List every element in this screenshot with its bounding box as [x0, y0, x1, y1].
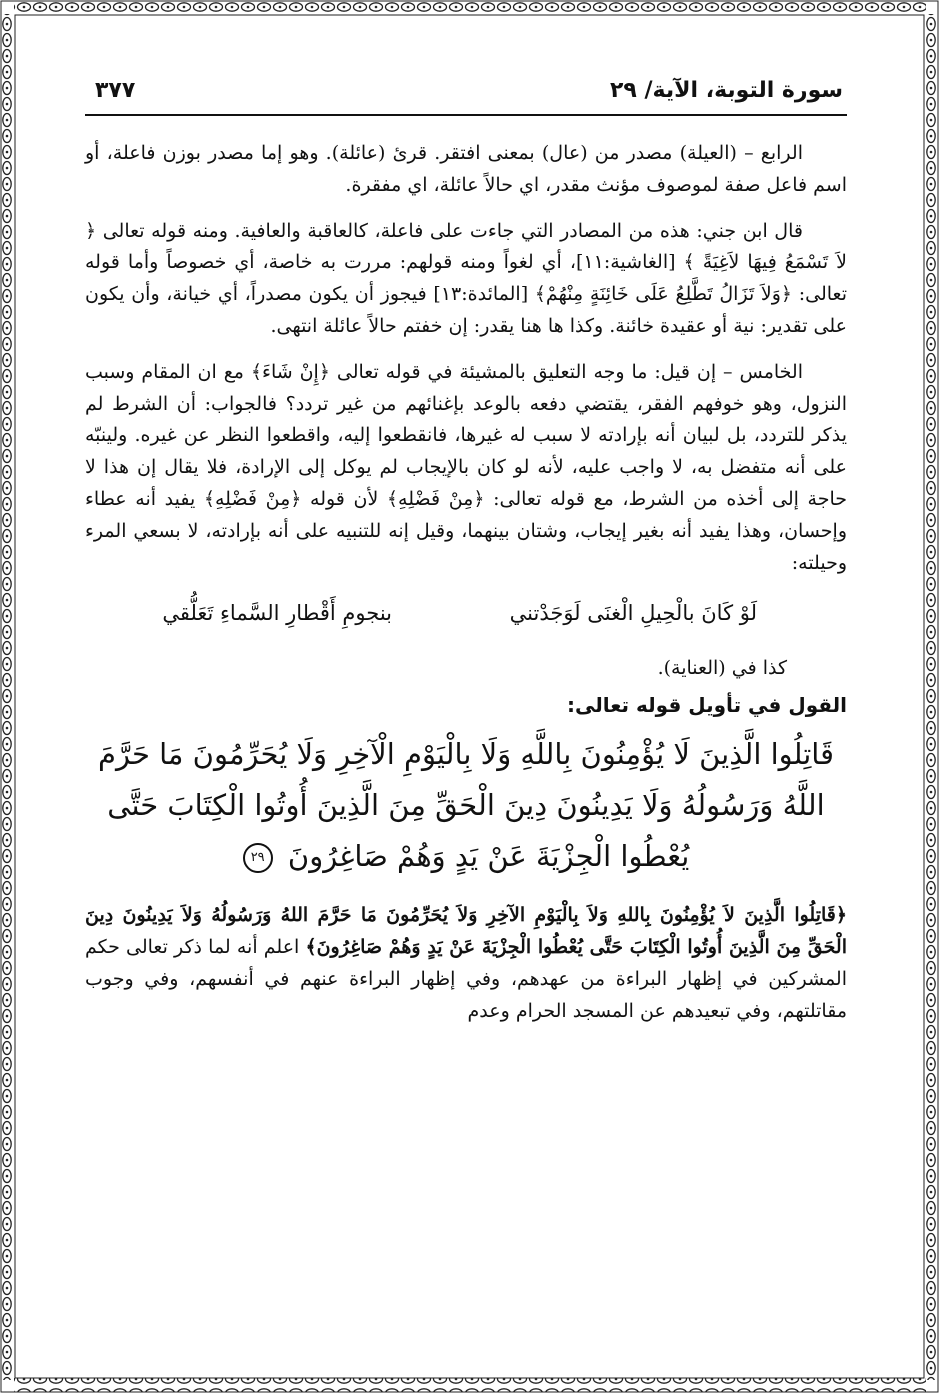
paragraph-2: قال ابن جني: هذه من المصادر التي جاءت على فاعلة، كالعاقبة والعافية. ومنه قوله تعالى ﴿ لاَ تَسْمَعُ فِيهَا لاَغِيَةً ﴾ [الغاشية:١١]، أي لغواً ومنه قولهم: مررت به خاصة، أي خصوصاً وأما قوله تعالى: ﴿وَلاَ تَزَالُ تَطَّلِعُ عَلَى خَائِنَةٍ مِنْهُمْ﴾ [المائدة:١٣] فيجوز أن يكون مصدراً، أي خيانة، وأن يكون على تقدير: نية أو عقيدة خائنة. وكذا ها هنا يقدر: إن خفتم حالاً عائلة انتهى.: [85, 219, 848, 337]
paragraph-1: الرابع – (العيلة) مصدر من (عال) بمعنى افتقر. قرئ (عائلة). وهو إما مصدر بوزن فاعلة، أو اسم فاعل صفة لموصوف مؤنث مقدر، اي حالاً عائلة، اي مفقرة.: [85, 142, 847, 196]
ayah-number-icon: ٢٩: [243, 843, 273, 873]
commentary-quote: ﴿قَاتِلُوا الَّذِينَ لاَ يُؤْمِنُونَ بِاللهِ وَلاَ بِالْيَوْمِ الآخِرِ وَلاَ يُحَرِّمُونَ مَا حَرَّمَ اللهُ وَرَسُولُهُ وَلاَ يَدِينُونَ دِينَ الْحَقِّ مِنَ الَّذِينَ أُوتُوا الْكِتَابَ حَتَّى يُعْطُوا الْجِزْيَةَ عَنْ يَدٍ وَهُمْ صَاغِرُونَ﴾: [85, 904, 847, 958]
quran-verse-text: قَاتِلُوا الَّذِينَ لَا يُؤْمِنُونَ بِاللَّهِ وَلَا بِالْيَوْمِ الْآخِرِ وَلَا يُحَرِّمُونَ مَا حَرَّمَ اللَّهُ وَرَسُولُهُ وَلَا يَدِينُونَ دِينَ الْحَقِّ مِنَ الَّذِينَ أُوتُوا الْكِتَابَ حَتَّى يُعْطُوا الْجِزْيَةَ عَنْ يَدٍ وَهُمْ صَاغِرُونَ: [97, 737, 835, 874]
commentary-text: اعلم أنه لما ذكر تعالى حكم المشركين في إظهار البراءة من عهدهم، وفي إظهار البراءة عنهم في أنفسهم، وفي وجوب مقاتلتهم، وفي تبعيدهم عن المسجد الحرام وعدم: [85, 935, 847, 1022]
poem-source: كذا في (العناية).: [657, 657, 787, 680]
header-title: سورة التوبة، الآية/ ٢٩: [609, 78, 843, 103]
poem-hemistich-second: بنجومِ أَقْطارِ السَّماءِ تَعَلُّقي: [162, 601, 392, 626]
page-body: [85, 138, 847, 1041]
page-number: ٣٧٧: [95, 78, 136, 103]
quran-verse: [91, 729, 841, 882]
poem-hemistich-first: لَوْ كَانَ بالْحِيلِ الْغنَى لَوَجَدْتني: [509, 601, 757, 626]
running-header: [85, 70, 847, 116]
paragraph-3: الخامس – إن قيل: ما وجه التعليق بالمشيئة في قوله تعالى ﴿إِنْ شَاءَ﴾ مع ان المقام وسبب النزول، وهو خوفهم الفقر، يقتضي دفعه بالوعد بإغنائهم من غير تردد؟ فالجواب: أن الشرط لم يذكر للتردد، بل لبيان أنه بإرادته لا سبب له غيرها، فانقطعوا إليه، واقطعوا النظر عن غيره. ولينبّه على أنه متفضل به، لا واجب عليه، لأنه لو كان بالإيجاب لم يوكل إلى الإرادة، فلا يقال إن هذا لا حاجة إلى أخذه من الشرط، مع قوله تعالى: ﴿مِنْ فَضْلِهِ﴾ لأن قوله ﴿مِنْ فَضْلِهِ﴾ يفيد أنه عطاء وإحسان، وهذا يفيد أنه بغير إيجاب، وشتان بينهما، وقيل إنه للتنبيه على أنه بإرادته، لا بسعي المرء وحيلته:: [85, 360, 847, 574]
commentary-paragraph: [85, 900, 847, 1027]
book-page: [85, 70, 847, 1370]
poem-verse: [85, 593, 847, 649]
section-heading: القول في تأويل قوله تعالى:: [567, 693, 847, 718]
